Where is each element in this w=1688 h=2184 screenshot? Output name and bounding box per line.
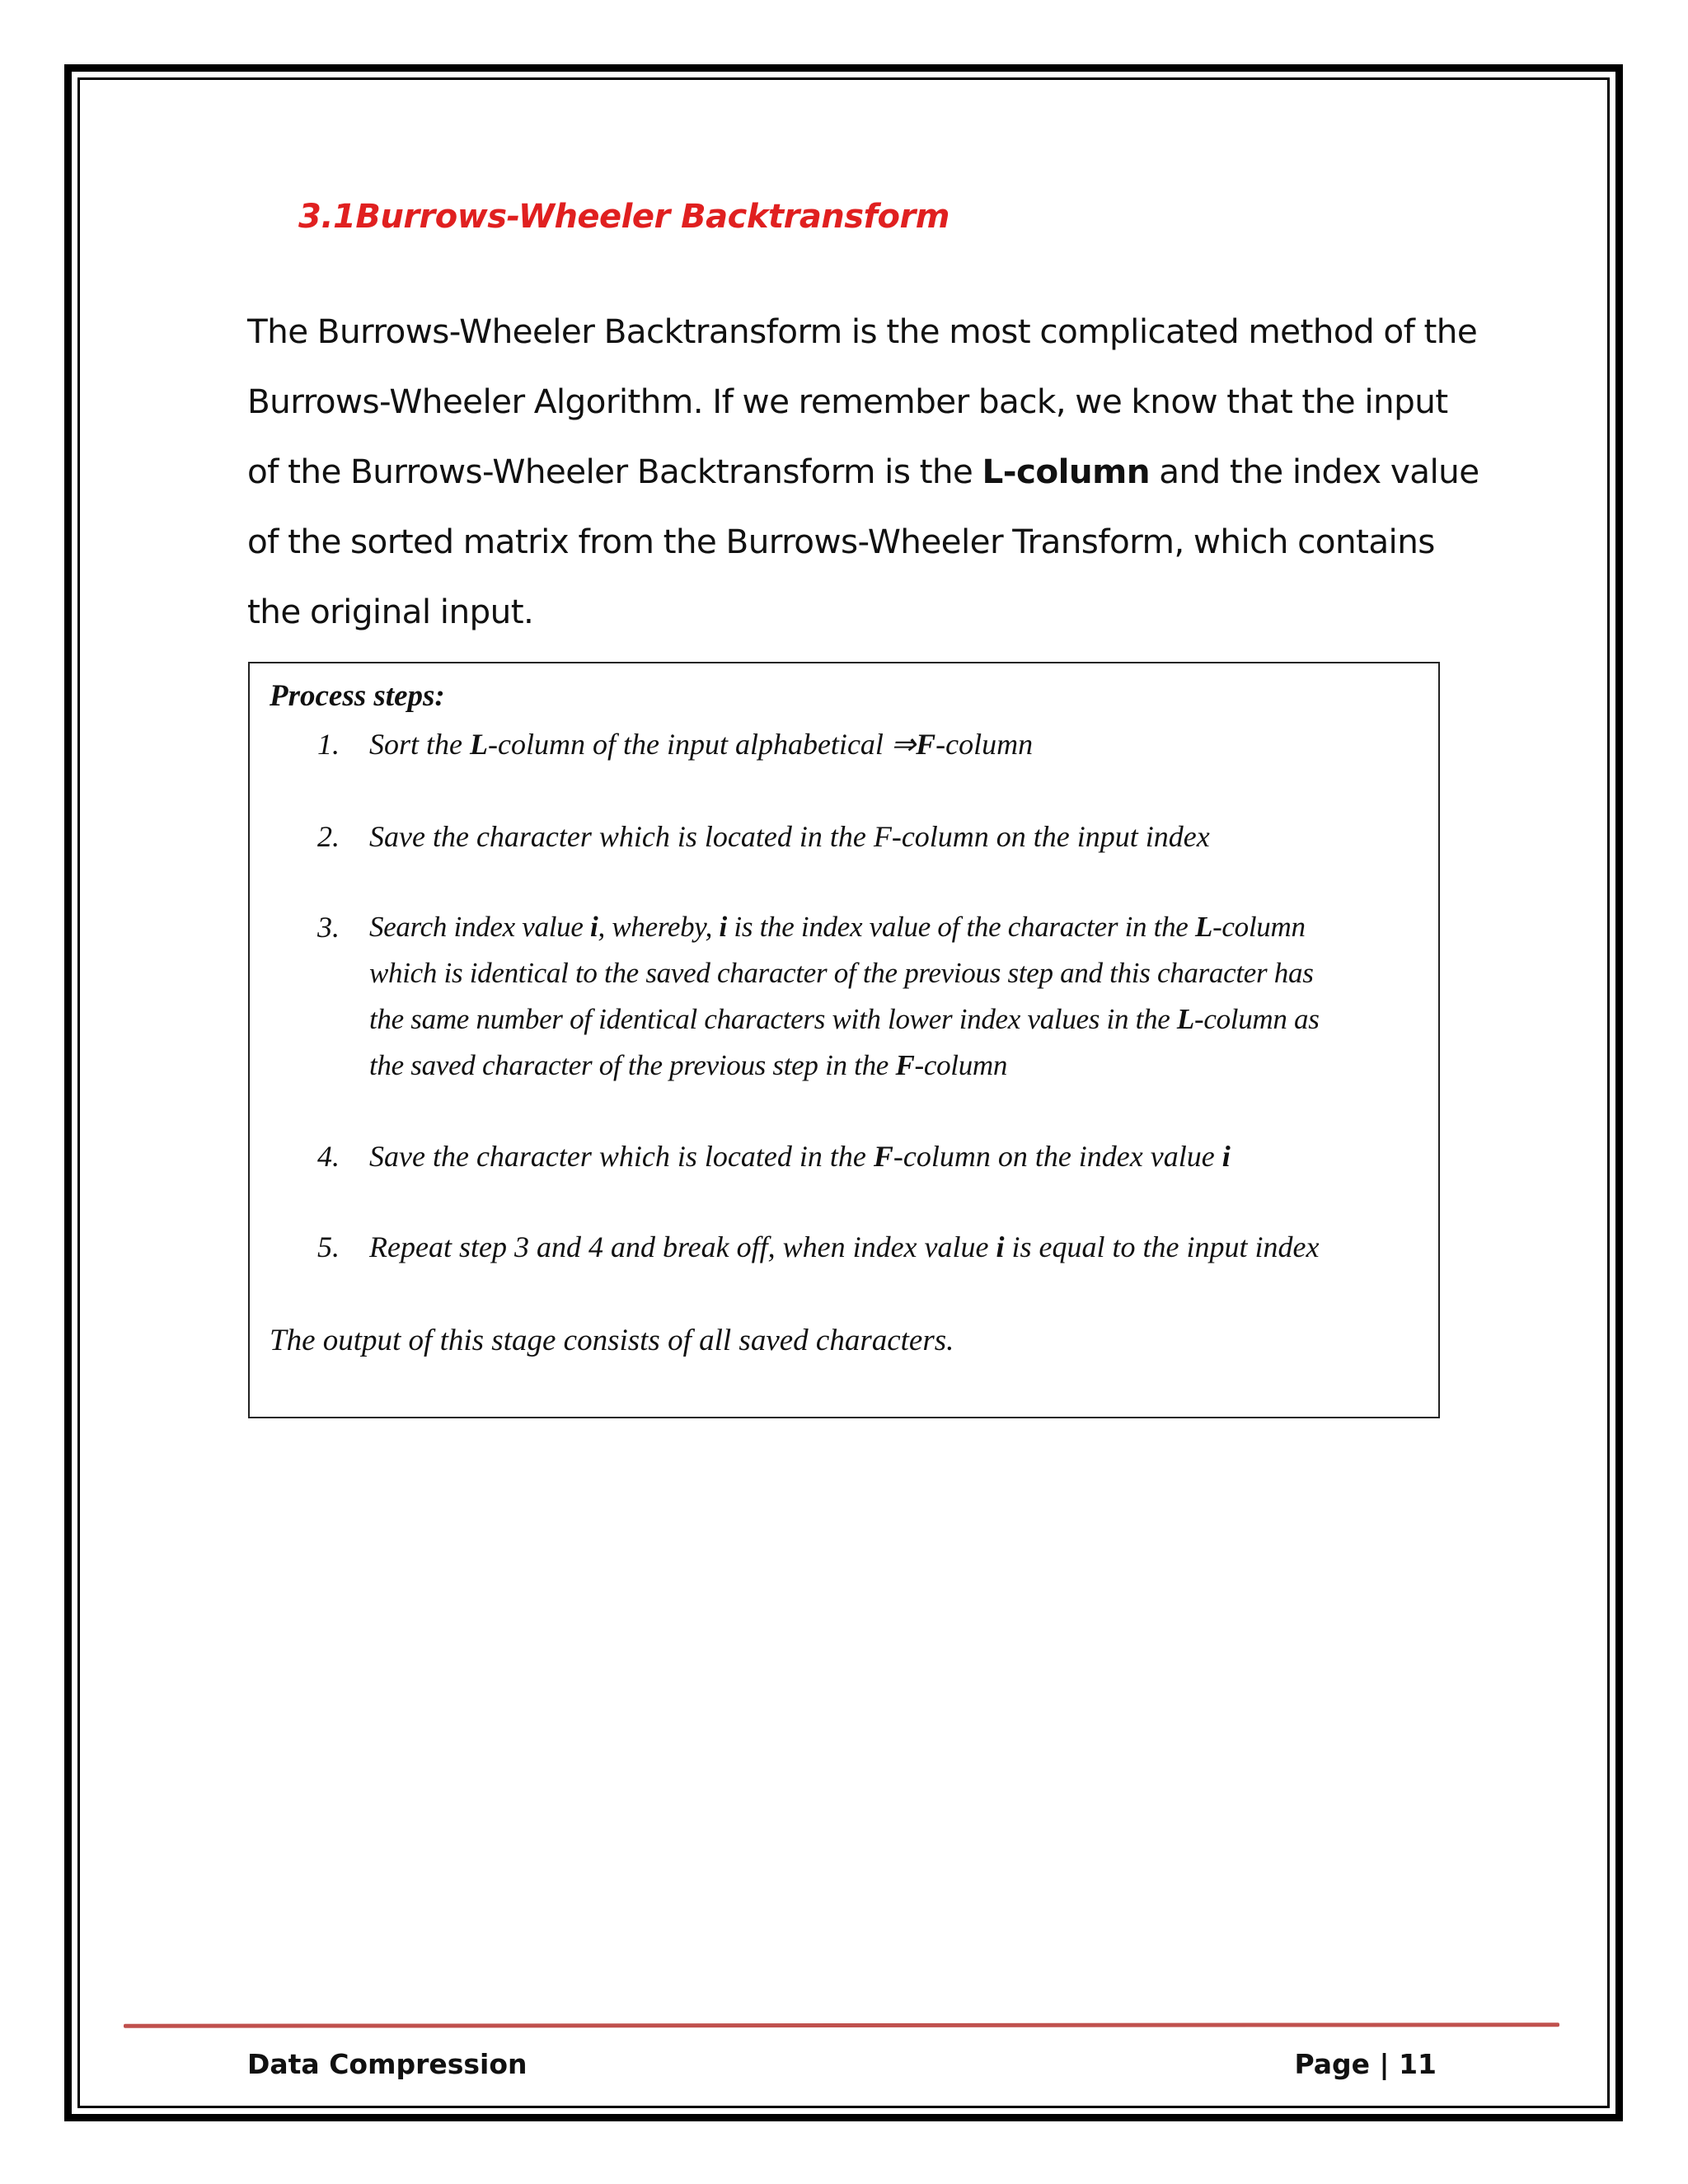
step-number: 5.	[317, 1230, 340, 1263]
step-text	[369, 721, 1416, 767]
step-1-part: -column of the input alphabetical ⇒	[488, 728, 917, 761]
step-text	[369, 813, 1416, 860]
intro-line-1: The Burrows-Wheeler Backtransform is the most complicated method of the	[247, 312, 1478, 351]
intro-paragraph	[247, 297, 1479, 647]
step-3-part: -column	[914, 1049, 1008, 1081]
step-4-bold: i	[1221, 1140, 1231, 1173]
process-title: Process steps:	[270, 679, 445, 713]
step-1-part: Sort the	[369, 728, 470, 761]
step-3-bold: L	[1194, 911, 1213, 943]
intro-line-2: Burrows-Wheeler Algorithm. If we remember back, we know that the input	[247, 382, 1448, 421]
step-1-bold: L	[470, 728, 488, 761]
step-1-bold: F	[916, 728, 936, 761]
intro-line-3-pre: of the Burrows-Wheeler Backtransform is the	[247, 452, 982, 491]
step-text	[369, 904, 1416, 1089]
step-3-bold: F	[895, 1049, 915, 1081]
process-steps-box	[248, 662, 1440, 1418]
footer-title: Data Compression	[247, 2048, 528, 2080]
intro-line-3	[247, 437, 1479, 507]
step-4-part: Save the character which is located in the	[369, 1140, 874, 1173]
step-1-part: -column	[935, 728, 1034, 761]
step-3-bold: L	[1176, 1003, 1195, 1035]
step-3-part: , whereby,	[598, 911, 720, 943]
step-text	[369, 1224, 1416, 1270]
step-5-bold: i	[996, 1230, 1005, 1263]
step-text	[369, 1133, 1416, 1179]
step-3-bold: i	[590, 911, 598, 943]
step-number: 4.	[317, 1140, 340, 1173]
step-number: 2.	[317, 820, 340, 853]
step-3-line-2: which is identical to the saved character of the previous step and this character has	[369, 957, 1314, 989]
step-3-part: -column as	[1194, 1003, 1320, 1035]
step-3-part: the same number of identical characters with lower index values in the	[369, 1003, 1177, 1035]
step-3-part: is the index value of the character in the	[726, 911, 1195, 943]
section-heading: 3.1Burrows-Wheeler Backtransform	[298, 198, 950, 236]
page-number: Page | 11	[1294, 2048, 1437, 2080]
step-number: 3.	[317, 911, 340, 944]
step-3-part: -column	[1212, 911, 1306, 943]
step-2-text: Save the character which is located in the F-column on the input index	[369, 820, 1210, 853]
step-number: 1.	[317, 728, 340, 761]
step-5-part: Repeat step 3 and 4 and break off, when index value	[369, 1230, 996, 1263]
step-5-part: is equal to the input index	[1004, 1230, 1320, 1263]
step-3-part: Search index value	[369, 911, 591, 943]
process-output-note: The output of this stage consists of all saved characters.	[270, 1324, 954, 1357]
intro-line-3-post: and the index value	[1149, 452, 1479, 491]
step-3-bold: i	[719, 911, 727, 943]
intro-line-5: the original input.	[247, 592, 534, 631]
step-4-bold: F	[873, 1140, 893, 1173]
step-4-part: -column on the index value	[893, 1140, 1222, 1173]
intro-l-column-bold: L-column	[982, 452, 1150, 491]
intro-line-4: of the sorted matrix from the Burrows-Wheeler Transform, which contains	[247, 522, 1435, 561]
step-3-part: the saved character of the previous step in the	[369, 1049, 896, 1081]
